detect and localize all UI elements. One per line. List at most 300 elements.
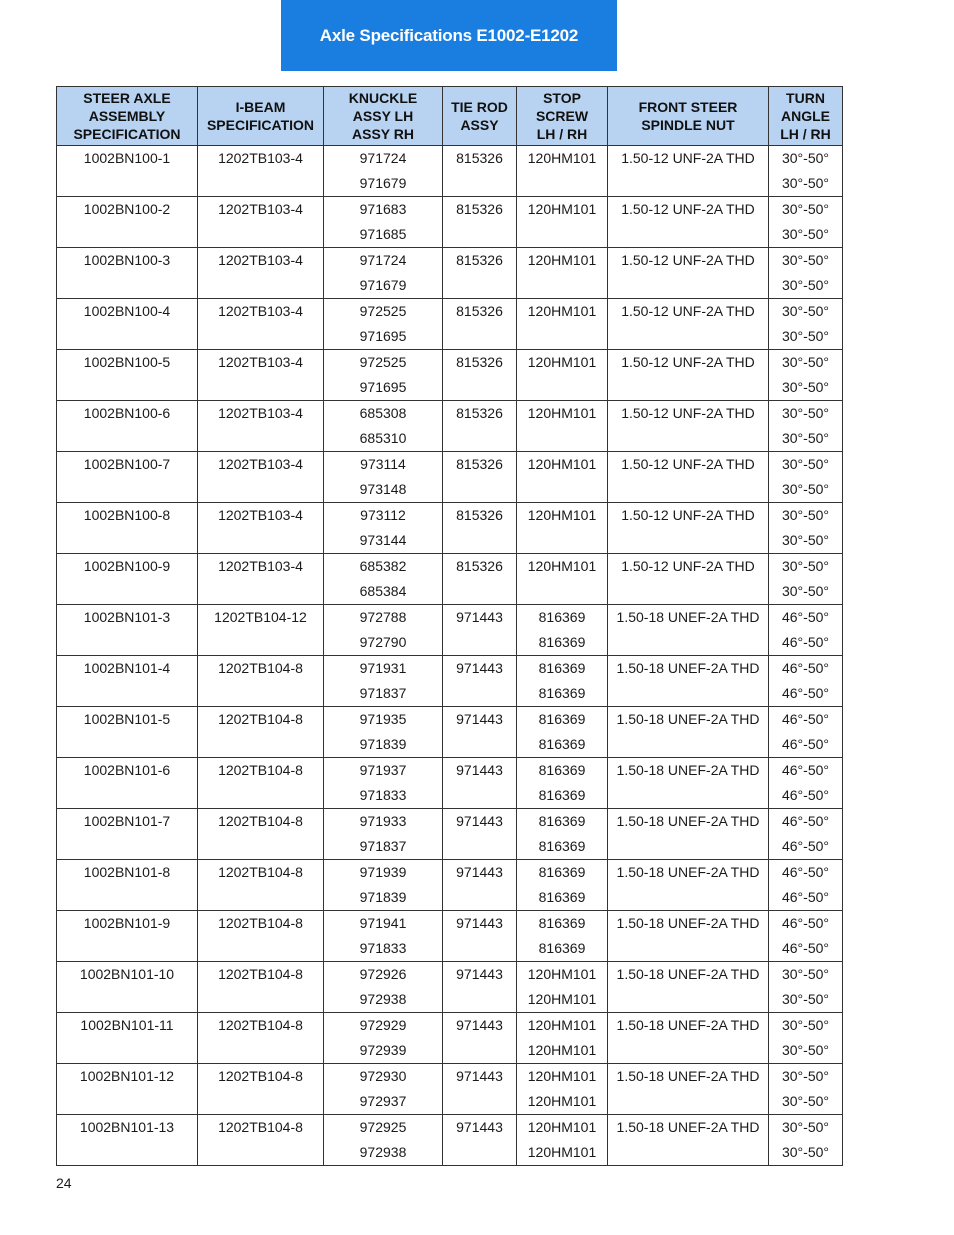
cell-value: 971695 [359,379,407,395]
assembly-cell [57,911,198,962]
cell-value: 971443 [456,864,503,880]
spindle-nut-cell [608,809,769,860]
cell-value: 971443 [456,813,503,829]
knuckle-cell [324,1064,443,1115]
cell-value: 815326 [456,252,503,268]
cell-value: 816369 [538,813,586,829]
knuckle-cell [324,503,443,554]
cell-value: 971837 [359,838,407,854]
cell-value: 1202TB103-4 [218,507,303,523]
cell-value: 120HM101 [527,1119,597,1135]
cell-value: 1.50-12 UNF-2A THD [621,456,755,472]
cell-value [608,324,768,349]
page-title-banner [281,0,617,71]
tierod-cell [443,350,517,401]
cell-value: 1.50-18 UNEF-2A THD [616,864,760,880]
cell-value: 120HM101 [527,1042,597,1058]
spindle-nut-cell [608,554,769,605]
table-header-row [57,87,843,146]
cell-value: 120HM101 [527,252,597,268]
cell-value: 1202TB103-4 [218,354,303,370]
turn-angle-cell [769,503,843,554]
table-row [57,911,843,962]
knuckle-cell [324,656,443,707]
spindle-nut-cell [608,656,769,707]
cell-value [517,273,607,298]
cell-value [443,426,516,451]
cell-value: 1202TB104-8 [218,966,303,982]
cell-value [443,732,516,757]
cell-value: 30°-50° [781,532,829,548]
cell-value: 1002BN100-2 [83,201,171,217]
cell-value: 972788 [359,609,407,625]
cell-value [198,1140,323,1165]
knuckle-cell [324,758,443,809]
cell-value [443,681,516,706]
turn-angle-cell [769,248,843,299]
cell-value: 46°-50° [781,736,829,752]
cell-value: 1.50-12 UNF-2A THD [621,507,755,523]
cell-value: 30°-50° [781,405,829,421]
cell-value [443,579,516,604]
turn-angle-cell [769,860,843,911]
stop-screw-cell [517,1115,608,1166]
ibeam-cell [198,299,324,350]
cell-value: 1202TB104-8 [218,660,303,676]
cell-value: 30°-50° [781,558,829,574]
cell-value: 1202TB104-8 [218,1068,303,1084]
cell-value [198,885,323,910]
cell-value: 120HM101 [527,405,597,421]
cell-value: 1.50-18 UNEF-2A THD [616,813,760,829]
turn-angle-cell [769,911,843,962]
cell-value: 1002BN100-4 [83,303,171,319]
stop-screw-cell [517,809,608,860]
turn-angle-cell [769,758,843,809]
assembly-cell [57,1013,198,1064]
tierod-cell [443,860,517,911]
cell-value: 30°-50° [781,175,829,191]
cell-value [198,426,323,451]
cell-value: 972925 [359,1119,407,1135]
tierod-cell [443,656,517,707]
cell-value: 1.50-18 UNEF-2A THD [616,915,760,931]
assembly-cell [57,1064,198,1115]
header-line: ASSEMBLY [88,108,166,124]
turn-angle-cell [769,452,843,503]
turn-angle-cell [769,197,843,248]
cell-value [198,630,323,655]
cell-value: 46°-50° [781,915,829,931]
cell-value [57,1140,197,1165]
assembly-cell [57,605,198,656]
stop-screw-cell [517,452,608,503]
cell-value: 685308 [359,405,407,421]
assembly-cell [57,248,198,299]
cell-value [608,732,768,757]
cell-value [57,732,197,757]
page-title: Axle Specifications E1002-E1202 [319,25,579,45]
cell-value: 971443 [456,762,503,778]
cell-value [443,1140,516,1165]
cell-value: 46°-50° [781,711,829,727]
cell-value [517,426,607,451]
cell-value: 971685 [359,226,407,242]
cell-value: 971837 [359,685,407,701]
stop-screw-cell [517,1013,608,1064]
table-row [57,146,843,197]
cell-value: 1002BN101-9 [83,915,171,931]
cell-value [608,987,768,1012]
knuckle-cell [324,962,443,1013]
cell-value [443,885,516,910]
header-line: ASSY RH [352,126,414,142]
cell-value [608,630,768,655]
tierod-cell [443,605,517,656]
tierod-cell [443,146,517,197]
stop-screw-cell [517,1064,608,1115]
cell-value: 971839 [359,889,407,905]
table-row [57,860,843,911]
turn-angle-cell [769,299,843,350]
axle-spec-table [56,86,843,1166]
cell-value: 1202TB104-8 [218,864,303,880]
cell-value: 30°-50° [781,966,829,982]
cell-value: 30°-50° [781,481,829,497]
cell-value [57,987,197,1012]
ibeam-cell [198,707,324,758]
cell-value: 30°-50° [781,328,829,344]
cell-value [57,834,197,859]
cell-value: 816369 [538,711,586,727]
cell-value [57,375,197,400]
cell-value: 1002BN101-12 [79,1068,175,1084]
cell-value: 971679 [359,175,407,191]
stop-screw-cell [517,146,608,197]
knuckle-cell [324,350,443,401]
assembly-cell [57,707,198,758]
turn-angle-cell [769,401,843,452]
cell-value: 1202TB103-4 [218,558,303,574]
cell-value: 972525 [359,354,407,370]
cell-value: 1202TB103-4 [218,405,303,421]
tierod-cell [443,962,517,1013]
cell-value [57,885,197,910]
cell-value: 1.50-18 UNEF-2A THD [616,1119,760,1135]
assembly-cell [57,503,198,554]
page-number: 24 [56,1175,72,1191]
cell-value: 1.50-18 UNEF-2A THD [616,711,760,727]
cell-value: 816369 [538,736,586,752]
cell-value [57,324,197,349]
table-row [57,809,843,860]
spindle-nut-cell [608,350,769,401]
cell-value [57,1089,197,1114]
ibeam-cell [198,860,324,911]
cell-value: 972929 [359,1017,407,1033]
spindle-nut-cell [608,1064,769,1115]
cell-value: 815326 [456,201,503,217]
spindle-nut-cell [608,707,769,758]
cell-value [608,783,768,808]
cell-value [198,834,323,859]
cell-value [198,222,323,247]
cell-value: 971937 [359,762,407,778]
stop-screw-cell [517,605,608,656]
cell-value [57,630,197,655]
table-row [57,758,843,809]
header-line: I-BEAM [235,99,286,115]
knuckle-cell [324,197,443,248]
cell-value [57,222,197,247]
table-row [57,554,843,605]
cell-value [443,783,516,808]
turn-angle-cell [769,146,843,197]
header-line: STOP [543,90,581,106]
spindle-nut-cell [608,146,769,197]
cell-value: 30°-50° [781,303,829,319]
cell-value: 971443 [456,1119,503,1135]
assembly-cell [57,452,198,503]
cell-value: 816369 [538,660,586,676]
assembly-cell [57,146,198,197]
column-header-stop-screw-header [517,87,608,146]
cell-value [608,375,768,400]
stop-screw-cell [517,401,608,452]
cell-value: 1002BN100-9 [83,558,171,574]
assembly-cell [57,656,198,707]
stop-screw-cell [517,656,608,707]
cell-value: 971724 [359,150,407,166]
cell-value: 971443 [456,1017,503,1033]
assembly-cell [57,809,198,860]
cell-value: 30°-50° [781,430,829,446]
cell-value [608,1089,768,1114]
cell-value: 685384 [359,583,407,599]
cell-value: 972790 [359,634,407,650]
spindle-nut-cell [608,299,769,350]
spindle-nut-cell [608,605,769,656]
cell-value: 815326 [456,507,503,523]
cell-value: 1202TB104-8 [218,711,303,727]
column-header-ibeam-header [198,87,324,146]
cell-value [198,171,323,196]
cell-value: 46°-50° [781,609,829,625]
cell-value [198,783,323,808]
cell-value: 30°-50° [781,991,829,1007]
spindle-nut-cell [608,962,769,1013]
cell-value: 972937 [359,1093,407,1109]
cell-value: 46°-50° [781,889,829,905]
table-body [57,146,843,1166]
cell-value [198,528,323,553]
table-row [57,248,843,299]
cell-value: 971695 [359,328,407,344]
header-line: LH / RH [536,126,588,142]
cell-value: 971933 [359,813,407,829]
stop-screw-cell [517,248,608,299]
cell-value: 1002BN101-13 [79,1119,175,1135]
cell-value: 1.50-18 UNEF-2A THD [616,1068,760,1084]
cell-value [608,579,768,604]
ibeam-cell [198,248,324,299]
cell-value [57,171,197,196]
cell-value [57,681,197,706]
knuckle-cell [324,707,443,758]
cell-value [608,222,768,247]
header-line: SPINDLE NUT [641,117,735,133]
cell-value: 30°-50° [781,150,829,166]
assembly-cell [57,299,198,350]
cell-value: 816369 [538,634,586,650]
cell-value [608,936,768,961]
cell-value [198,477,323,502]
cell-value [198,681,323,706]
cell-value: 1002BN100-3 [83,252,171,268]
knuckle-cell [324,401,443,452]
header-line: KNUCKLE [348,90,418,106]
cell-value: 1002BN100-7 [83,456,171,472]
cell-value: 30°-50° [781,1017,829,1033]
spindle-nut-cell [608,197,769,248]
cell-value [57,528,197,553]
cell-value: 685382 [359,558,407,574]
header-line: STEER AXLE [83,90,171,106]
knuckle-cell [324,452,443,503]
cell-value: 815326 [456,303,503,319]
knuckle-cell [324,1115,443,1166]
cell-value: 120HM101 [527,1144,597,1160]
cell-value: 1.50-18 UNEF-2A THD [616,762,760,778]
cell-value: 972926 [359,966,407,982]
table-row [57,452,843,503]
spindle-nut-cell [608,1115,769,1166]
cell-value: 971935 [359,711,407,727]
cell-value: 816369 [538,940,586,956]
cell-value [57,1038,197,1063]
cell-value: 1.50-12 UNF-2A THD [621,303,755,319]
cell-value [443,834,516,859]
cell-value [57,273,197,298]
cell-value [198,273,323,298]
table-row [57,1115,843,1166]
cell-value: 816369 [538,838,586,854]
knuckle-cell [324,554,443,605]
stop-screw-cell [517,860,608,911]
header-line: ASSY LH [352,108,414,124]
ibeam-cell [198,809,324,860]
cell-value: 1002BN101-5 [83,711,171,727]
cell-value: 120HM101 [527,1017,597,1033]
cell-value: 973144 [359,532,407,548]
ibeam-cell [198,197,324,248]
turn-angle-cell [769,1013,843,1064]
table-row [57,350,843,401]
cell-value [443,477,516,502]
table-row [57,707,843,758]
ibeam-cell [198,350,324,401]
cell-value [517,222,607,247]
tierod-cell [443,554,517,605]
cell-value: 46°-50° [781,864,829,880]
header-line: TIE ROD [451,99,508,115]
spindle-nut-cell [608,911,769,962]
turn-angle-cell [769,605,843,656]
cell-value: 1002BN101-11 [80,1017,174,1033]
header-line: TURN [786,90,825,106]
cell-value: 971941 [359,915,407,931]
cell-value [608,834,768,859]
cell-value: 972938 [359,1144,407,1160]
ibeam-cell [198,758,324,809]
turn-angle-cell [769,809,843,860]
cell-value: 971443 [456,1068,503,1084]
cell-value [198,579,323,604]
cell-value: 815326 [456,354,503,370]
assembly-cell [57,401,198,452]
stop-screw-cell [517,962,608,1013]
cell-value: 816369 [538,609,586,625]
cell-value: 120HM101 [527,150,597,166]
cell-value: 120HM101 [527,303,597,319]
column-header-knuckle-header [324,87,443,146]
cell-value: 1.50-18 UNEF-2A THD [616,1017,760,1033]
tierod-cell [443,248,517,299]
cell-value: 815326 [456,558,503,574]
table-row [57,503,843,554]
cell-value: 1202TB103-4 [218,303,303,319]
cell-value: 816369 [538,685,586,701]
cell-value [443,375,516,400]
table-row [57,197,843,248]
cell-value: 46°-50° [781,762,829,778]
cell-value: 971679 [359,277,407,293]
column-header-turn-angle-header [769,87,843,146]
ibeam-cell [198,146,324,197]
cell-value: 1002BN100-8 [83,507,171,523]
cell-value: 972939 [359,1042,407,1058]
cell-value: 971939 [359,864,407,880]
cell-value: 1202TB103-4 [218,456,303,472]
cell-value: 120HM101 [527,558,597,574]
knuckle-cell [324,911,443,962]
tierod-cell [443,197,517,248]
cell-value: 1002BN101-10 [79,966,175,982]
cell-value [198,732,323,757]
turn-angle-cell [769,1115,843,1166]
tierod-cell [443,809,517,860]
stop-screw-cell [517,299,608,350]
cell-value: 120HM101 [527,201,597,217]
cell-value [608,171,768,196]
cell-value: 971839 [359,736,407,752]
knuckle-cell [324,605,443,656]
table-row [57,1064,843,1115]
cell-value: 815326 [456,150,503,166]
cell-value: 971833 [359,787,407,803]
table-row [57,656,843,707]
cell-value: 46°-50° [781,940,829,956]
cell-value [608,885,768,910]
cell-value: 971443 [456,915,503,931]
cell-value [443,936,516,961]
cell-value: 816369 [538,864,586,880]
table-row [57,605,843,656]
cell-value: 46°-50° [781,634,829,650]
cell-value: 816369 [538,915,586,931]
cell-value: 971443 [456,609,503,625]
cell-value: 30°-50° [781,1093,829,1109]
